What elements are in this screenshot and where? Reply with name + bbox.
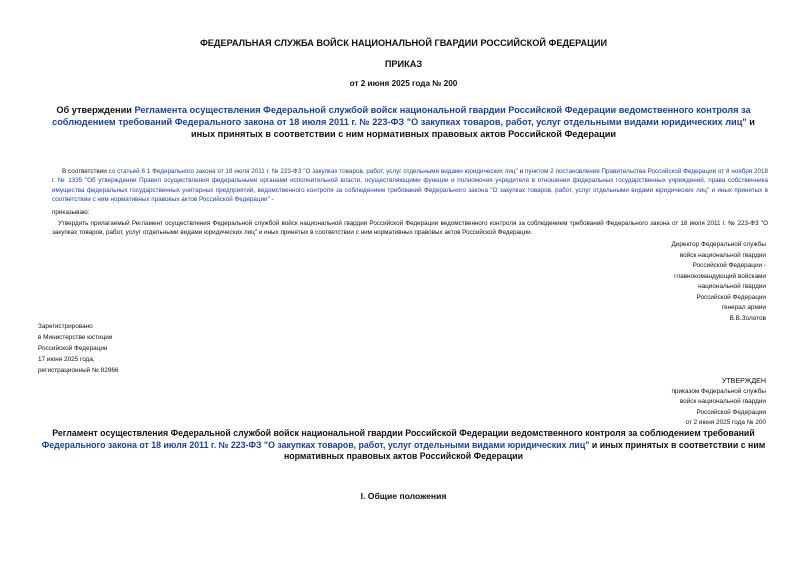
regulation-title-prefix: Регламент осуществления Федеральной службой войск национальной гвардии Российской Федерации ведомственного контроля за соблюдением требований <box>52 428 755 438</box>
registration-line: Зарегистрировано <box>38 323 93 330</box>
preamble-text-1: В соответствии <box>62 168 109 175</box>
preamble-text-4: - <box>269 196 274 204</box>
order-word: приказываю: <box>52 209 90 216</box>
signature-line: Директор Федеральной службы <box>671 241 766 248</box>
regulation-title-suffix: и иных принятых в соответствии с ним нормативных правовых актов Российской Федерации <box>283 439 766 462</box>
decree-point: Утвердить прилагаемый Регламент осуществления Федеральной службой войск национальной гвардии Российской Федерации ведомственного контроля за соблюдением требований Федерального закона от 18 июля 2011 г. № 223-ФЗ "О закупках товаров, работ, услуг отдельными видами юридических лиц" и иных принятых в соответствии с ним нормативных правовых актов Российской Федерации. <box>52 220 768 237</box>
signature-line: национальной гвардии <box>698 283 766 290</box>
approval-line: УТВЕРЖДЕН <box>721 377 766 385</box>
approval-line: приказом Федеральной службы <box>671 387 766 395</box>
document-date-number: от 2 июня 2025 года № 200 <box>349 79 458 88</box>
registration-line: 17 июня 2025 года, <box>38 356 95 364</box>
signature-line: войск национальной гвардии <box>679 251 766 259</box>
agency-name: ФЕДЕРАЛЬНАЯ СЛУЖБА ВОЙСК НАЦИОНАЛЬНОЙ ГВАРДИИ РОССИЙСКОЙ ФЕДЕРАЦИИ <box>199 38 608 48</box>
signature-line: В.В.Золотов <box>729 314 766 322</box>
government-decree-link[interactable]: пунктом 2 постановления Правительства Российской Федерации от 8 ноября 2018 г. № 1335 "Об утверждении Правил осуществления федеральными органами исполнительной власти, осуществляющими функции и полномочия учредителя в отношении федеральных государственных учреждений, права собственника имущества федеральных государственных унитарных предприятий, ведомственного контроля за соблюдением требований Федерального закона "О закупках товаров, работ, услуг отдельными видами юридических лиц" и иных принятых в соответствии с ним нормативных правовых актов Российской Федерации" <box>52 168 768 204</box>
signature-line: главнокомандующий войсками <box>674 272 766 280</box>
federal-law-link[interactable]: 1 Федерального закона от 18 июля 2011 г. № 223-ФЗ "О закупках товаров, работ, услуг отдельными видами юридических лиц" <box>146 168 518 175</box>
signature-line: Российской Федерации <box>696 293 766 301</box>
preamble-paragraph <box>52 167 768 205</box>
preamble-text-3: и <box>517 168 525 175</box>
approval-line: Российской Федерации <box>696 408 766 416</box>
title-prefix: Об утверждении <box>56 105 135 115</box>
document-title <box>40 104 767 140</box>
title-suffix: и иных принятых в соответствии с ним нормативных правовых актов Российской Федерации <box>190 117 755 139</box>
signature-line: генерал армии <box>721 304 766 311</box>
registration-line: Российской Федерации <box>38 345 108 353</box>
registration-line: регистрационный № 82966 <box>38 367 119 375</box>
approval-line: от 2 июня 2025 года № 200 <box>685 419 766 427</box>
regulation-law-link[interactable]: Федерального закона от 18 июля 2011 г. № 223-ФЗ "О закупках товаров, работ, услуг отдельными видами юридических лиц" <box>41 439 590 450</box>
signature-line: Российской Федерации - <box>692 262 766 269</box>
signature-block <box>566 240 766 324</box>
registration-line: в Министерстве юстиции <box>38 334 113 342</box>
law-article-link[interactable]: со статьей 6 <box>108 168 145 175</box>
approval-block <box>566 376 766 429</box>
title-regulation-link[interactable]: Регламента осуществления Федеральной службой войск национальной гвардии Российской Федерации ведомственного контроля за соблюдением требований Федерального закона от 18 июля 2011 г. № 223-ФЗ "О закупках товаров, работ, услуг отдельными видами юридических лиц" <box>52 105 751 127</box>
document-type: ПРИКАЗ <box>384 59 423 69</box>
registration-block <box>38 321 118 376</box>
section-heading: I. Общие положения <box>360 491 447 501</box>
regulation-title <box>40 428 767 463</box>
approval-line: войск национальной гвардии <box>679 398 766 406</box>
